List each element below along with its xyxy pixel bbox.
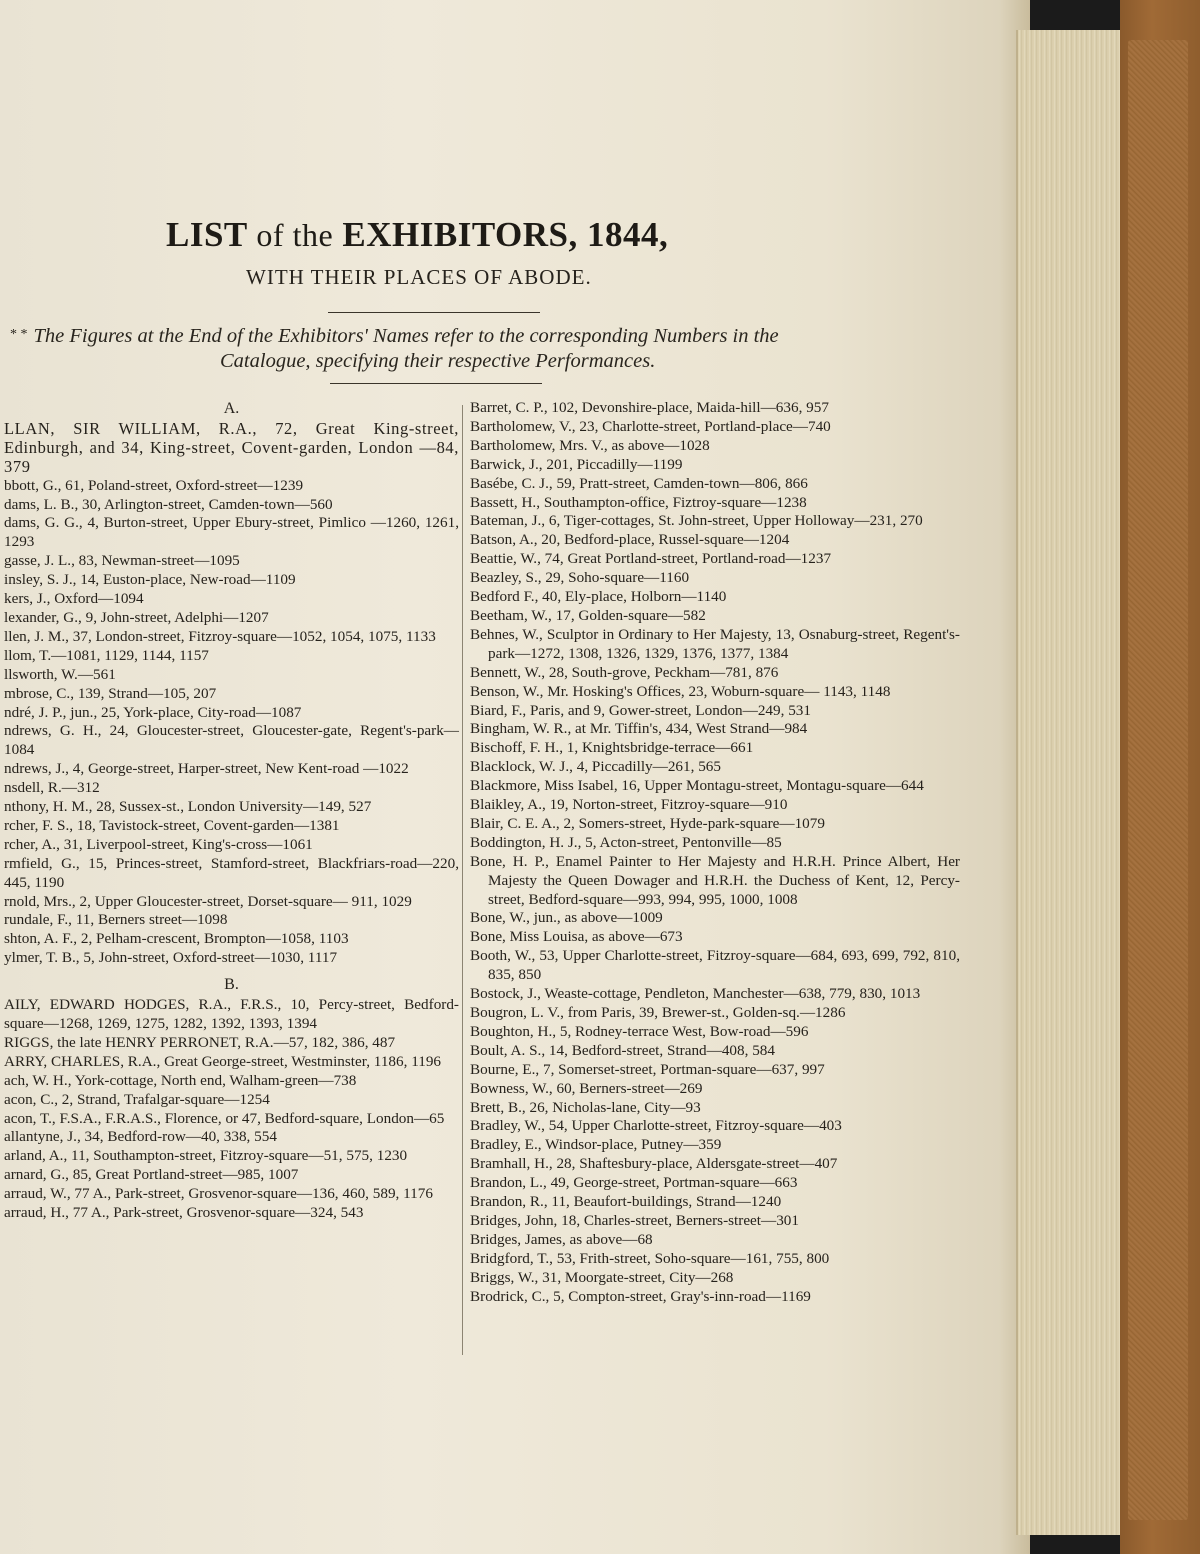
catalogue-note <box>10 322 960 374</box>
exhibitor-entry: arland, A., 11, Southampton-street, Fitzroy-square—51, 575, 1230 <box>4 1147 408 1165</box>
exhibitor-entry: Bridges, James, as above—68 <box>470 1230 653 1248</box>
exhibitor-entry: Beattie, W., 74, Great Portland-street, Portland-road—1237 <box>470 550 832 568</box>
exhibitor-entry: Bone, W., jun., as above—1009 <box>470 909 663 927</box>
exhibitor-entry: Bischoff, F. H., 1, Knightsbridge-terrace—661 <box>470 739 754 757</box>
note-line-1: The Figures at the End of the Exhibitors' Names refer to the corresponding Numbers in the <box>33 325 779 347</box>
exhibitor-entry: acon, C., 2, Strand, Trafalgar-square—1254 <box>4 1090 270 1108</box>
exhibitor-entry: Boddington, H. J., 5, Acton-street, Pentonville—85 <box>470 833 782 851</box>
exhibitor-entry: arraud, H., 77 A., Park-street, Grosvenor-square—324, 543 <box>4 1204 364 1222</box>
note-line-2: Catalogue, specifying their respective Performances. <box>220 350 656 372</box>
exhibitor-entry: ach, W. H., York-cottage, North end, Walham-green—738 <box>4 1071 357 1089</box>
exhibitor-entry: dams, L. B., 30, Arlington-street, Camden-town—560 <box>4 495 333 513</box>
exhibitor-entry: rnold, Mrs., 2, Upper Gloucester-street, Dorset-square— 911, 1029 <box>4 892 412 910</box>
exhibitor-entry: Blair, C. E. A., 2, Somers-street, Hyde-park-square—1079 <box>470 814 825 832</box>
exhibitor-entry: rmfield, G., 15, Princes-street, Stamford-street, Blackfriars-road—220, 445, 1190 <box>4 854 459 891</box>
exhibitor-entry: ylmer, T. B., 5, John-street, Oxford-street—1030, 1117 <box>4 949 338 967</box>
exhibitor-entry: rundale, F., 11, Berners street—1098 <box>4 911 228 929</box>
exhibitor-entry: LLAN, SIR WILLIAM, R.A., 72, Great King-street, Edinburgh, and 34, King-street, Covent-garden, London —84, 379 <box>4 418 459 476</box>
exhibitor-entry: rcher, F. S., 18, Tavistock-street, Covent-garden—1381 <box>4 816 340 834</box>
exhibitor-entry: Bateman, J., 6, Tiger-cottages, St. John-street, Upper Holloway—231, 270 <box>470 512 923 530</box>
exhibitor-entry: Batson, A., 20, Bedford-place, Russel-square—1204 <box>470 531 790 549</box>
exhibitor-entry: arraud, W., 77 A., Park-street, Grosvenor-square—136, 460, 589, 1176 <box>4 1185 433 1203</box>
exhibitor-entry: Basébe, C. J., 59, Pratt-street, Camden-town—806, 866 <box>470 474 808 492</box>
exhibitor-entry: Biard, F., Paris, and 9, Gower-street, London—249, 531 <box>470 701 811 719</box>
exhibitor-entry: Bradley, W., 54, Upper Charlotte-street, Fitzroy-square—403 <box>470 1117 842 1135</box>
exhibitor-entry: Bartholomew, V., 23, Charlotte-street, Portland-place—740 <box>470 417 831 435</box>
entries-b <box>4 996 459 1223</box>
section-heading-b: B. <box>224 976 239 994</box>
exhibitor-entry: Bartholomew, Mrs. V., as above—1028 <box>470 436 710 454</box>
exhibitor-entry: ARRY, CHARLES, R.A., Great George-street, Westminster, 1186, 1196 <box>4 1052 442 1070</box>
exhibitor-entry: arnard, G., 85, Great Portland-street—985, 1007 <box>4 1166 299 1184</box>
exhibitor-entry: Brandon, R., 11, Beaufort-buildings, Strand—1240 <box>470 1193 782 1211</box>
entries-right <box>470 399 960 1307</box>
note-rule <box>330 383 542 384</box>
exhibitor-entry: gasse, J. L., 83, Newman-street—1095 <box>4 552 240 570</box>
exhibitor-entry: Benson, W., Mr. Hosking's Offices, 23, Woburn-square— 1143, 1148 <box>470 682 891 700</box>
exhibitor-entry: Barwick, J., 201, Piccadilly—1199 <box>470 455 683 473</box>
right-column <box>470 399 960 1307</box>
left-column <box>4 400 459 1223</box>
exhibitor-entry: llom, T.—1081, 1129, 1144, 1157 <box>4 646 209 664</box>
page-subtitle: WITH THEIR PLACES OF ABODE. <box>246 265 592 289</box>
exhibitor-entry: insley, S. J., 14, Euston-place, New-road—1109 <box>4 571 296 589</box>
exhibitor-entry: RIGGS, the late HENRY PERRONET, R.A.—57, 182, 386, 487 <box>4 1033 396 1051</box>
exhibitor-entry: Blacklock, W. J., 4, Piccadilly—261, 565 <box>470 758 721 776</box>
exhibitor-entry: Bennett, W., 28, South-grove, Peckham—781, 876 <box>470 663 779 681</box>
cover-cloth <box>1128 40 1188 1520</box>
exhibitor-entry: Brodrick, C., 5, Compton-street, Gray's-inn-road—1169 <box>470 1287 811 1305</box>
exhibitor-entry: rcher, A., 31, Liverpool-street, King's-cross—1061 <box>4 835 313 853</box>
title-of-the: of the <box>256 217 334 253</box>
page-title <box>166 215 786 255</box>
exhibitor-entry: Bourne, E., 7, Somerset-street, Portman-square—637, 997 <box>470 1060 825 1078</box>
exhibitor-entry: dams, G. G., 4, Burton-street, Upper Ebury-street, Pimlico —1260, 1261, 1293 <box>4 514 459 551</box>
exhibitor-entry: Boult, A. S., 14, Bedford-street, Strand—408, 584 <box>470 1041 775 1059</box>
exhibitor-entry: nthony, H. M., 28, Sussex-st., London University—149, 527 <box>4 798 372 816</box>
exhibitor-entry: Booth, W., 53, Upper Charlotte-street, Fitzroy-square—684, 693, 699, 792, 810, 835, 850 <box>470 947 960 984</box>
exhibitor-entry: Brett, B., 26, Nicholas-lane, City—93 <box>470 1098 701 1116</box>
exhibitor-entry: Bingham, W. R., at Mr. Tiffin's, 434, West Strand—984 <box>470 720 808 738</box>
exhibitor-entry: acon, T., F.S.A., F.R.A.S., Florence, or 47, Bedford-square, London—65 <box>4 1109 445 1127</box>
title-rule <box>328 312 540 313</box>
exhibitor-entry: ndrews, J., 4, George-street, Harper-street, New Kent-road —1022 <box>4 760 409 778</box>
exhibitor-entry: Barret, C. P., 102, Devonshire-place, Maida-hill—636, 957 <box>470 399 829 416</box>
exhibitor-entry: llen, J. M., 37, London-street, Fitzroy-square—1052, 1054, 1075, 1133 <box>4 627 436 645</box>
exhibitor-entry: Bowness, W., 60, Berners-street—269 <box>470 1079 703 1097</box>
exhibitor-entry: Boughton, H., 5, Rodney-terrace West, Bow-road—596 <box>470 1022 809 1040</box>
note-asterisks: * * <box>10 327 28 342</box>
exhibitor-entry: Beazley, S., 29, Soho-square—1160 <box>470 569 690 587</box>
exhibitor-entry: shton, A. F., 2, Pelham-crescent, Brompton—1058, 1103 <box>4 930 349 948</box>
exhibitor-entry: Brandon, L., 49, George-street, Portman-square—663 <box>470 1174 798 1192</box>
exhibitor-entry: Bridgford, T., 53, Frith-street, Soho-square—161, 755, 800 <box>470 1249 830 1267</box>
exhibitor-entry: bbott, G., 61, Poland-street, Oxford-street—1239 <box>4 476 304 494</box>
exhibitor-entry: Blackmore, Miss Isabel, 16, Upper Montagu-street, Montagu-square—644 <box>470 777 924 795</box>
exhibitor-entry: ndré, J. P., jun., 25, York-place, City-road—1087 <box>4 703 302 721</box>
section-heading-a: A. <box>223 400 240 417</box>
exhibitor-entry: Bone, Miss Louisa, as above—673 <box>470 928 683 946</box>
exhibitor-entry: allantyne, J., 34, Bedford-row—40, 338, 554 <box>4 1128 277 1146</box>
exhibitor-entry: Bramhall, H., 28, Shaftesbury-place, Aldersgate-street—407 <box>470 1155 838 1173</box>
exhibitor-entry: llsworth, W.—561 <box>4 665 116 683</box>
exhibitor-entry: Blaikley, A., 19, Norton-street, Fitzroy-square—910 <box>470 796 788 814</box>
exhibitor-entry: Bassett, H., Southampton-office, Fiztroy-square—1238 <box>470 493 807 511</box>
exhibitor-entry: mbrose, C., 139, Strand—105, 207 <box>4 684 217 702</box>
exhibitor-entry: Bedford F., 40, Ely-place, Holborn—1140 <box>470 588 727 606</box>
exhibitor-entry: Bone, H. P., Enamel Painter to Her Majesty and H.R.H. Prince Albert, Her Majesty the Queen Dowager and H.R.H. the Duchess of Kent, 12, Percy-street, Bedford-square—993, 994, 995, 1000, 1008 <box>470 852 960 908</box>
title-list: LIST <box>166 215 248 254</box>
exhibitor-entry: Bougron, L. V., from Paris, 39, Brewer-st., Golden-sq.—1286 <box>470 1004 846 1021</box>
exhibitor-entry: Bradley, E., Windsor-place, Putney—359 <box>470 1136 722 1154</box>
exhibitor-entry: AILY, EDWARD HODGES, R.A., F.R.S., 10, Percy-street, Bedford-square—1268, 1269, 1275, 1282, 1392, 1393, 1394 <box>4 996 459 1032</box>
exhibitor-entry: Beetham, W., 17, Golden-square—582 <box>470 606 706 624</box>
exhibitor-entry: Bridges, John, 18, Charles-street, Berners-street—301 <box>470 1211 799 1229</box>
exhibitor-entry: kers, J., Oxford—1094 <box>4 590 144 608</box>
exhibitor-entry: Bostock, J., Weaste-cottage, Pendleton, Manchester—638, 779, 830, 1013 <box>470 985 921 1003</box>
exhibitor-entry: nsdell, R.—312 <box>4 779 100 797</box>
exhibitor-entry: ndrews, G. H., 24, Gloucester-street, Gloucester-gate, Regent's-park—1084 <box>4 722 459 759</box>
exhibitor-entry: Briggs, W., 31, Moorgate-street, City—268 <box>470 1268 734 1286</box>
exhibitor-entry: lexander, G., 9, John-street, Adelphi—1207 <box>4 608 269 626</box>
entries-a <box>4 420 459 968</box>
column-divider <box>462 405 463 1355</box>
title-exhibitors: EXHIBITORS, 1844, <box>342 215 669 254</box>
exhibitor-entry: Behnes, W., Sculptor in Ordinary to Her Majesty, 13, Osnaburg-street, Regent's-park—1272, 1308, 1326, 1329, 1376, 1377, 1384 <box>470 625 960 662</box>
